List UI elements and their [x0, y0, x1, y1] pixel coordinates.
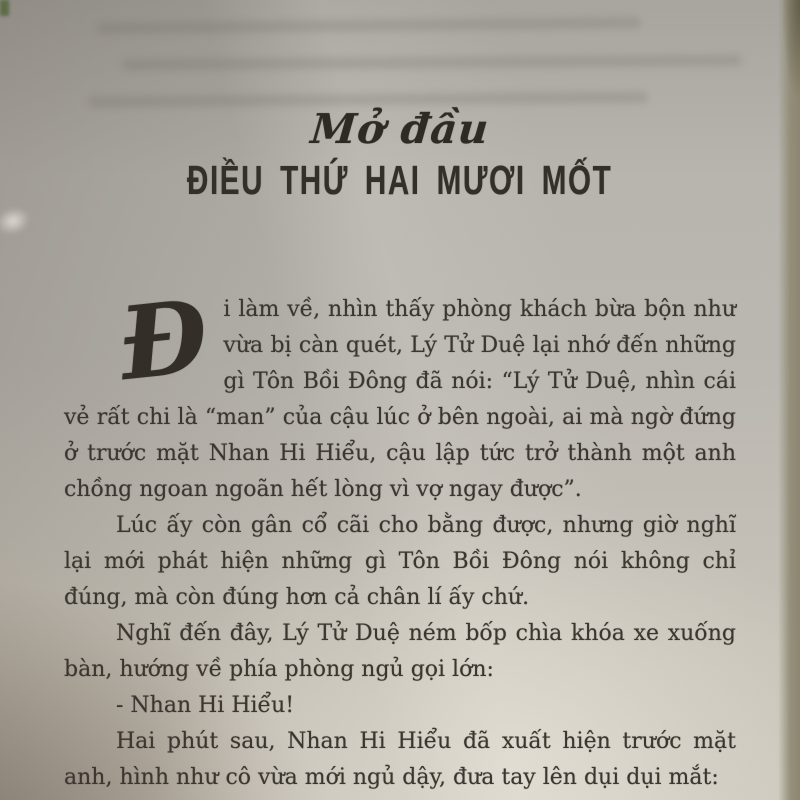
section-label: Mở đầu — [308, 105, 492, 153]
body-text — [64, 276, 736, 796]
chapter-title — [64, 160, 736, 202]
corner-background-sliver — [0, 0, 9, 16]
paper-smudge — [0, 203, 33, 238]
chapter-heading — [64, 106, 736, 202]
drop-cap: Đ — [114, 276, 214, 404]
page-edge-shadow — [778, 0, 800, 800]
bleedthrough-ghost-line — [96, 17, 641, 34]
chapter-title-text: ĐIỀU THỨ HAI MƯƠI MỐT — [187, 158, 613, 204]
paragraph-text: i làm về, nhìn thấy phòng khách bừa bộn như vừa bị càn quét, Lý Tử Duệ lại nhớ đến những gì Tôn Bồi Đông đã nói: “Lý Tử Duệ, nhìn cái vẻ rất chi là “man” của cậu lúc ở bên ngoài, ai mà ngờ đứng ở trước mặt Nhan Hi Hiểu, cậu lập tức trở thành một anh chồng ngoan ngoãn hết lòng vì vợ ngay được”. — [64, 297, 736, 502]
paragraph — [64, 276, 736, 508]
paragraph: Nghĩ đến đây, Lý Tử Duệ ném bốp chìa khóa xe xuống bàn, hướng về phía phòng ngủ gọi lớn: — [64, 621, 736, 682]
paragraph: Hai phút sau, Nhan Hi Hiểu đã xuất hiện trước mặt anh, hình như cô vừa mới ngủ dậy, đưa tay lên dụi dụi mắt: — [64, 729, 736, 790]
paragraph: - Nhan Hi Hiểu! — [116, 693, 295, 718]
bleedthrough-ghost-line — [122, 55, 742, 70]
paragraph: Lúc ấy còn gân cổ cãi cho bằng được, nhưng giờ nghĩ lại mới phát hiện những gì Tôn Bồi Đông nói không chỉ đúng, mà còn đúng hơn cả chân lí ấy chứ. — [64, 513, 736, 610]
